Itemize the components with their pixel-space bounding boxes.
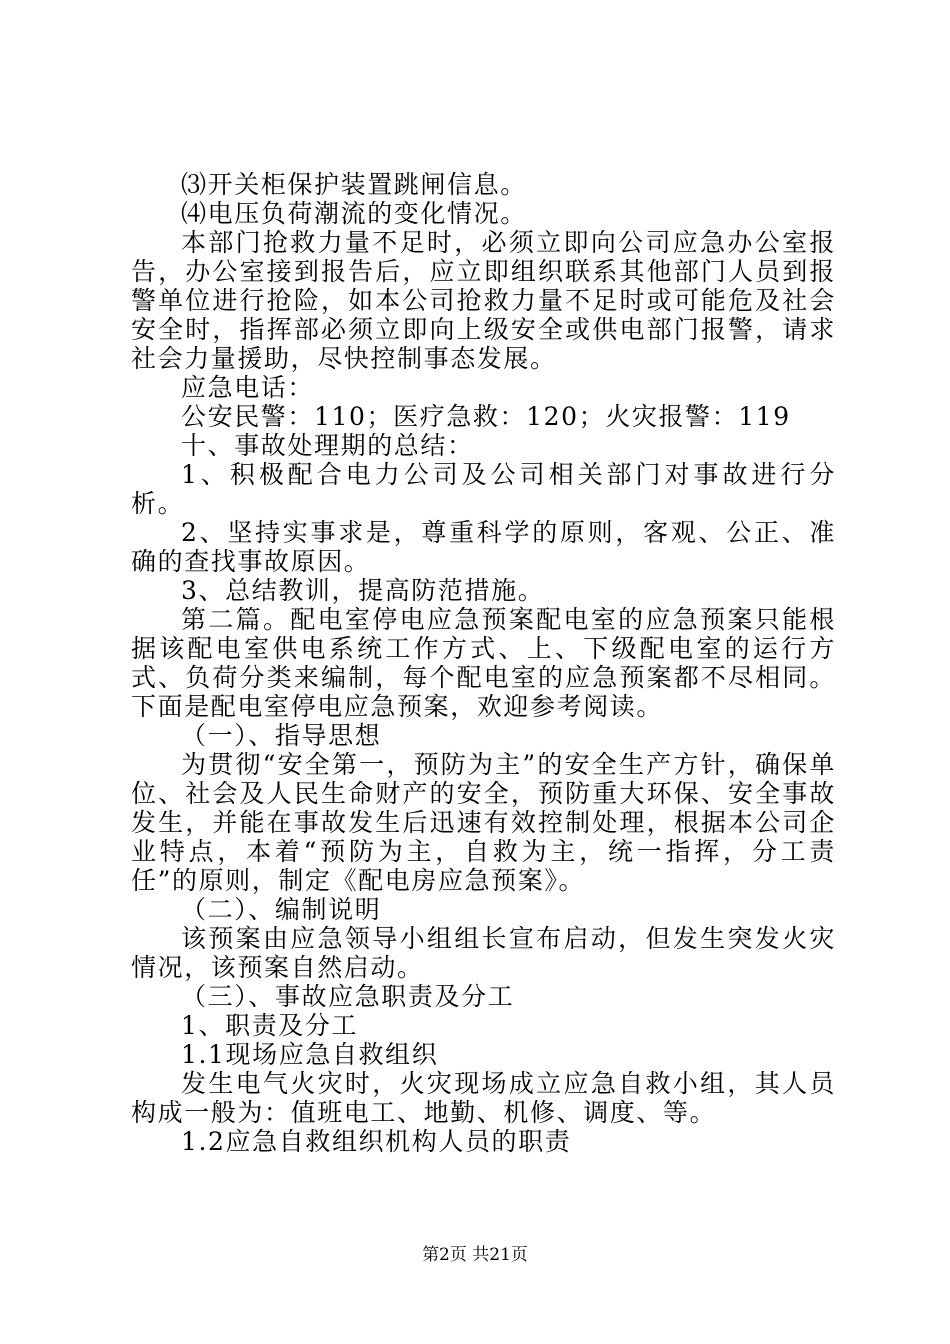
paragraph: 1.1现场应急自救组织 <box>181 1040 439 1069</box>
paragraph: 为贯彻“安全第一，预防为主”的安全生产方针，确保单位、社会及人民生命财产的安全，预防重大环保、安全事故发生，并能在事故发生后迅速有效控制处理，根据本公司企业特点，本着“预防为主，自救为主，统一指挥，分工责任”的原则，制定《配电房应急预案》。 <box>131 750 836 895</box>
paragraph: 发生电气火灾时，火灾现场成立应急自救小组，其人员构成一般为：值班电工、地勤、机修、调度、等。 <box>131 1069 836 1127</box>
page-number: 第2页 共21页 <box>422 1245 528 1265</box>
paragraph: ⑶开关柜保护装置跳闸信息。 <box>181 170 527 199</box>
section-heading: （一）、指导思想 <box>181 721 382 750</box>
page-footer <box>0 1244 950 1266</box>
paragraph: 本部门抢救力量不足时，必须立即向公司应急办公室报告，办公室接到报告后，应立即组织联系其他部门人员到报警单位进行抢险，如本公司抢救力量不足时或可能危及社会安全时，指挥部必须立即向上级安全或供电部门报警，请求社会力量援助，尽快控制事态发展。 <box>131 228 836 373</box>
paragraph: 3、总结教训，提高防范措施。 <box>181 576 545 605</box>
paragraph: 1.2应急自救组织机构人员的职责 <box>181 1127 572 1156</box>
section-heading: （二）、编制说明 <box>181 895 382 924</box>
paragraph: 2、坚持实事求是，尊重科学的原则，客观、公正、准确的查找事故原因。 <box>131 518 836 576</box>
paragraph: ⑷电压负荷潮流的变化情况。 <box>181 199 527 228</box>
paragraph: 应急电话： <box>181 373 315 402</box>
paragraph: 公安民警：110；医疗急救：120；火灾报警：119 <box>181 402 791 431</box>
paragraph: 1、积极配合电力公司及公司相关部门对事故进行分析。 <box>131 460 836 518</box>
paragraph: 该预案由应急领导小组组长宣布启动，但发生突发火灾情况，该预案自然启动。 <box>131 924 836 982</box>
paragraph: 1、职责及分工 <box>181 1011 359 1040</box>
paragraph: 第二篇。配电室停电应急预案配电室的应急预案只能根据该配电室供电系统工作方式、上、下级配电室的运行方式、负荷分类来编制，每个配电室的应急预案都不尽相同。下面是配电室停电应急预案，欢迎参考阅读。 <box>131 605 836 721</box>
document-body <box>131 170 836 1156</box>
section-heading: （三）、事故应急职责及分工 <box>181 982 515 1011</box>
section-heading: 十、事故处理期的总结： <box>181 431 474 460</box>
